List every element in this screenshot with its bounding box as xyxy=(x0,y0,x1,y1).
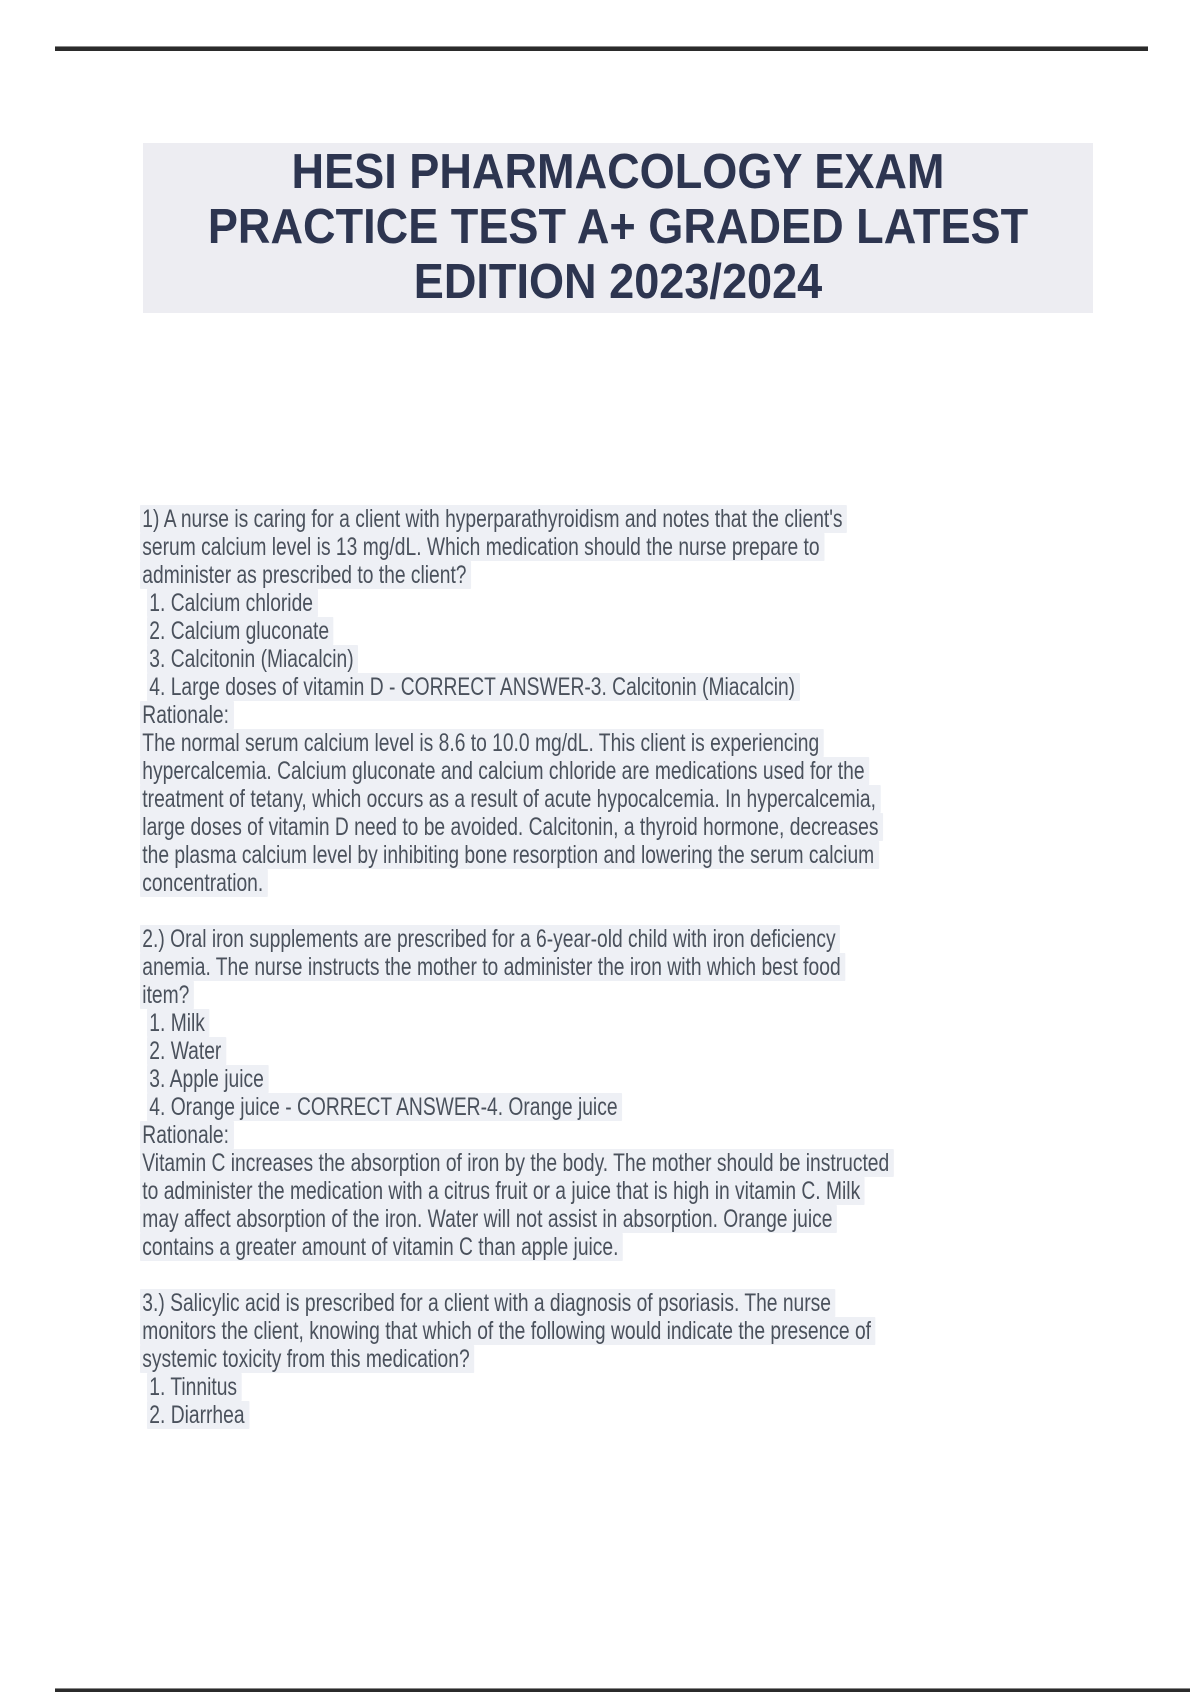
text-line: may affect absorption of the iron. Water will not assist in absorption. Orange juice xyxy=(143,1205,1143,1233)
text-line: to administer the medication with a citrus fruit or a juice that is high in vitamin C. Milk xyxy=(143,1177,1143,1205)
text-line: anemia. The nurse instructs the mother to administer the iron with which best food xyxy=(143,953,1143,981)
text-line: Rationale: xyxy=(143,701,1143,729)
q1-question xyxy=(143,505,1143,589)
bottom-horizontal-rule xyxy=(55,1688,1190,1692)
title-line-1: HESI PHARMACOLOGY EXAM xyxy=(291,145,945,199)
text-line: 3. Apple juice xyxy=(143,1065,1143,1093)
text-line: 2.) Oral iron supplements are prescribed for a 6-year-old child with iron deficiency xyxy=(143,925,1143,953)
text-line: 2. Water xyxy=(143,1037,1143,1065)
text-line: item? xyxy=(143,981,1143,1009)
document-body xyxy=(143,505,1143,1429)
text-line: treatment of tetany, which occurs as a result of acute hypocalcemia. In hypercalcemia, xyxy=(143,785,1143,813)
title-line-3: EDITION 2023/2024 xyxy=(413,255,823,309)
text-line: 1) A nurse is caring for a client with hyperparathyroidism and notes that the client's xyxy=(143,505,1143,533)
q3-question xyxy=(143,1289,1143,1373)
text-line: 4. Large doses of vitamin D - CORRECT ANSWER-3. Calcitonin (Miacalcin) xyxy=(143,673,1143,701)
spacer-1 xyxy=(143,897,1143,925)
spacer-2 xyxy=(143,1261,1143,1289)
text-line: serum calcium level is 13 mg/dL. Which medication should the nurse prepare to xyxy=(143,533,1143,561)
title-block xyxy=(143,143,1093,313)
text-line: hypercalcemia. Calcium gluconate and calcium chloride are medications used for the xyxy=(143,757,1143,785)
q3-options xyxy=(143,1373,1143,1429)
q2-options xyxy=(143,1009,1143,1121)
text-line: concentration. xyxy=(143,869,1143,897)
text-line: 3.) Salicylic acid is prescribed for a client with a diagnosis of psoriasis. The nurse xyxy=(143,1289,1143,1317)
text-line: the plasma calcium level by inhibiting bone resorption and lowering the serum calcium xyxy=(143,841,1143,869)
text-line: Rationale: xyxy=(143,1121,1143,1149)
text-line: contains a greater amount of vitamin C than apple juice. xyxy=(143,1233,1143,1261)
text-line: administer as prescribed to the client? xyxy=(143,561,1143,589)
text-line: 2. Calcium gluconate xyxy=(143,617,1143,645)
title-line-2: PRACTICE TEST A+ GRADED LATEST xyxy=(207,200,1029,254)
text-line: 2. Diarrhea xyxy=(143,1401,1143,1429)
text-line: monitors the client, knowing that which of the following would indicate the presence of xyxy=(143,1317,1143,1345)
text-line: 3. Calcitonin (Miacalcin) xyxy=(143,645,1143,673)
q1-rationale-label xyxy=(143,701,1143,729)
text-line: Vitamin C increases the absorption of iron by the body. The mother should be instructed xyxy=(143,1149,1143,1177)
text-line: systemic toxicity from this medication? xyxy=(143,1345,1143,1373)
q2-question xyxy=(143,925,1143,1009)
text-line: 1. Tinnitus xyxy=(143,1373,1143,1401)
text-line: 4. Orange juice - CORRECT ANSWER-4. Orange juice xyxy=(143,1093,1143,1121)
q2-rationale-label xyxy=(143,1121,1143,1149)
text-line: 1. Calcium chloride xyxy=(143,589,1143,617)
q1-options xyxy=(143,589,1143,701)
q2-rationale xyxy=(143,1149,1143,1261)
top-horizontal-rule xyxy=(55,46,1148,51)
text-line: The normal serum calcium level is 8.6 to 10.0 mg/dL. This client is experiencing xyxy=(143,729,1143,757)
text-line: large doses of vitamin D need to be avoided. Calcitonin, a thyroid hormone, decreases xyxy=(143,813,1143,841)
text-line: 1. Milk xyxy=(143,1009,1143,1037)
q1-rationale xyxy=(143,729,1143,897)
